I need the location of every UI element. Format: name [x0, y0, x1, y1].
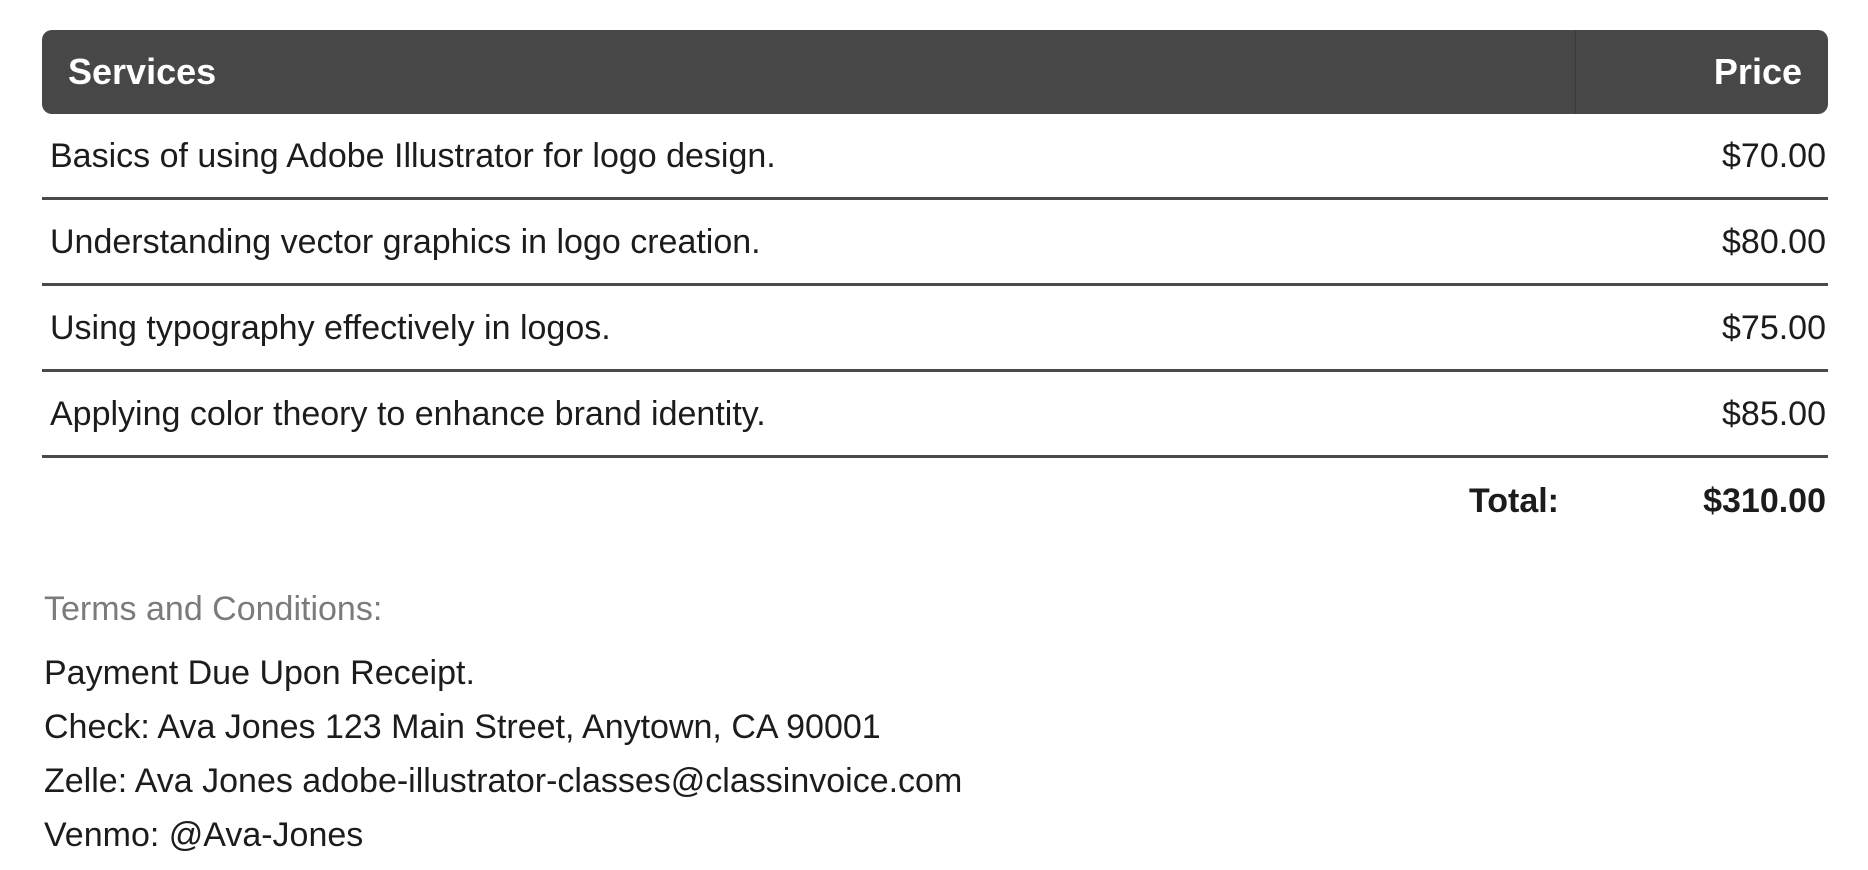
table-row: [42, 286, 1828, 372]
total-amount: $310.00: [1703, 482, 1826, 520]
terms-section: [42, 592, 1828, 862]
service-description: Basics of using Adobe Illustrator for logo design.: [42, 114, 1575, 200]
header-row: [42, 30, 1828, 114]
service-price: $80.00: [1575, 200, 1828, 286]
terms-line-venmo: Venmo: @Ava-Jones: [44, 816, 364, 854]
total-label: Total:: [1468, 482, 1559, 520]
price-column-header: Price: [1575, 30, 1828, 114]
table-row: [42, 372, 1828, 458]
table-row: [42, 200, 1828, 286]
service-description: Understanding vector graphics in logo creation.: [42, 200, 1575, 286]
terms-line-zelle: Zelle: Ava Jones adobe-illustrator-classes@classinvoice.com: [44, 762, 963, 800]
service-price: $85.00: [1575, 372, 1828, 458]
service-price: $70.00: [1575, 114, 1828, 200]
terms-line-payment: Payment Due Upon Receipt.: [44, 654, 475, 692]
terms-line-check: Check: Ava Jones 123 Main Street, Anytown, CA 90001: [44, 708, 881, 746]
service-description: Using typography effectively in logos.: [42, 286, 1575, 372]
table-row: [42, 114, 1828, 200]
services-table: [42, 30, 1828, 542]
terms-heading: Terms and Conditions:: [44, 590, 383, 628]
service-description: Applying color theory to enhance brand identity.: [42, 372, 1575, 458]
service-price: $75.00: [1575, 286, 1828, 372]
invoice-body: [42, 30, 1828, 862]
total-row: [42, 458, 1828, 542]
services-table-header: [42, 30, 1828, 114]
services-column-header: Services: [42, 30, 1575, 114]
